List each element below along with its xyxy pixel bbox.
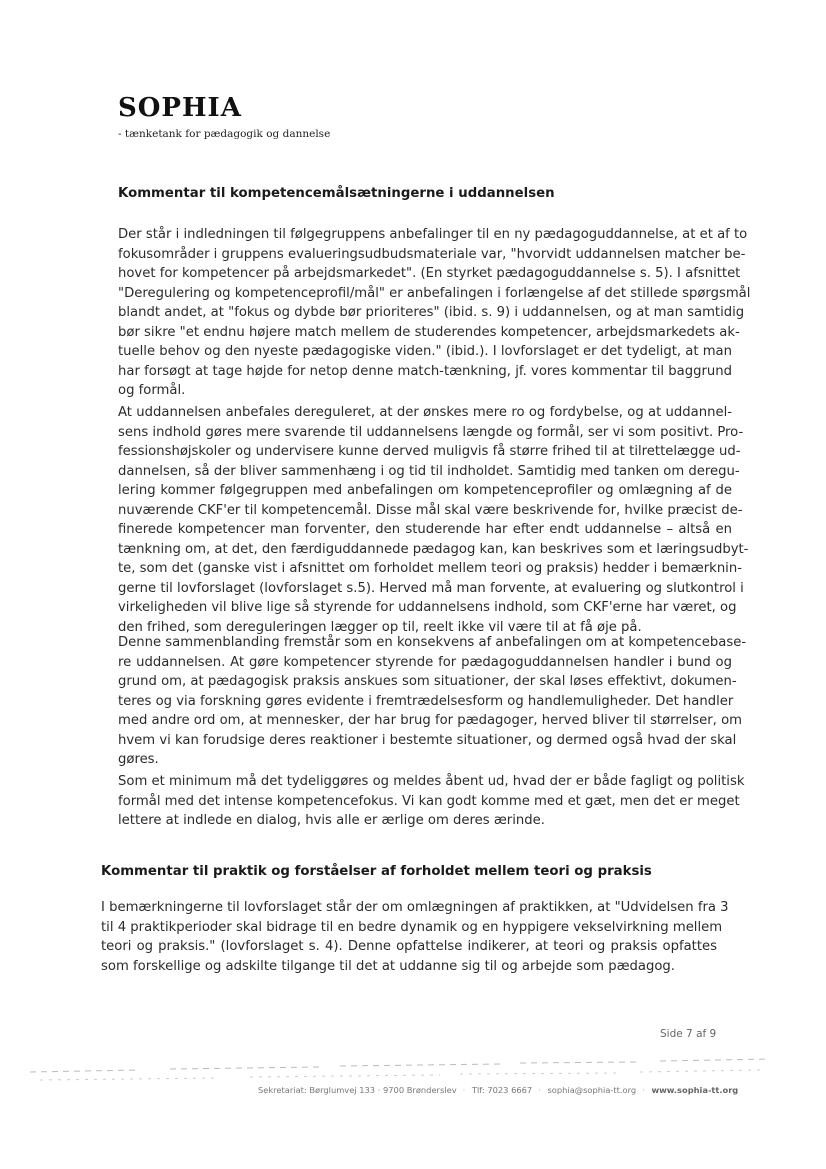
text-line: tænkning om, at det, den færdiguddannede pædagog kan, kan beskrives som et læringsudbyt- bbox=[118, 541, 749, 557]
text-line: Denne sammenblanding fremstår som en konsekvens af anbefalingen om at kompetencebase- bbox=[118, 635, 747, 650]
footer: Sekretariat: Børglumvej 133 · 9700 Brønderslev · Tlf: 7023 6667 · sophia@sophia-tt.org · www.sophia-tt.org bbox=[258, 1085, 739, 1095]
text-line: gerne til lovforslaget (lovforslaget s.5). Herved må man forvente, at evaluering og slutkontrol i bbox=[118, 580, 744, 596]
text-line: gøres. bbox=[118, 752, 159, 767]
footer-email[interactable]: sophia@sophia-tt.org bbox=[547, 1085, 637, 1095]
text-line: re uddannelsen. At gøre kompetencer styrende for pædagoguddannelsen handler i bund og bbox=[118, 654, 732, 670]
text-line: blandt andet, at "fokus og dybde bør prioriteres" (ibid. s. 9) i uddannelsen, og at man samtidig bbox=[118, 305, 745, 320]
text-line: te, som det (ganske vist i afsnittet om forholdet mellem teori og praksis) hedder i bemærknin- bbox=[118, 561, 742, 576]
text-line: teres og via forskning gøres evidente i fremtrædelsesform og handlemuligheder. Det handler bbox=[118, 693, 734, 709]
paragraph bbox=[118, 633, 747, 770]
paragraph bbox=[101, 898, 729, 976]
text-line: At uddannelsen anbefales dereguleret, at der ønskes mere ro og fordybelse, og at uddannel- bbox=[118, 405, 732, 420]
text-line: teori og praksis." (lovforslaget s. 4). Denne opfattelse indikerer, at teori og praksis opfattes bbox=[101, 939, 717, 954]
text-line: til 4 praktikperioder skal bidrage til en bedre dynamik og en hyppigere vekselvirkning mellem bbox=[101, 919, 723, 935]
text-line: med andre ord om, at mennesker, der har brug for pædagoger, herved bliver til størrelser, om bbox=[118, 713, 742, 728]
page-number: Side 7 af 9 bbox=[660, 1028, 717, 1040]
text-line: "Deregulering og kompetenceprofil/mål" er anbefalingen i forlængelse af det stillede spørgsmål bbox=[118, 285, 751, 301]
text-line: hvem vi kan forudsige deres reaktioner i bestemte situationer, og dermed også hvad der skal bbox=[118, 732, 737, 748]
tagline: - tænketank for pædagogik og dannelse bbox=[118, 128, 331, 140]
text-line: dannelsen, så der bliver sammenhæng i og tid til indholdet. Samtidig med tanken om deregu- bbox=[118, 463, 740, 479]
footer-address: Sekretariat: Børglumvej 133 · 9700 Brønderslev bbox=[258, 1085, 457, 1095]
text-line: og formål. bbox=[118, 383, 186, 398]
paragraph bbox=[118, 772, 745, 831]
text-line: virkeligheden vil blive lige så styrende for uddannelsens indhold, som CKF'erne har været, og bbox=[118, 600, 737, 615]
text-line: finerede kompetencer man forventer, den studerende har efter endt uddannelse – altså en bbox=[118, 522, 732, 537]
footer-divider bbox=[20, 1050, 780, 1090]
text-line: formål med det intense kompetencefokus. Vi kan godt komme med et gæt, men det er meget bbox=[118, 793, 740, 809]
text-line: grund om, at pædagogisk praksis anskues som situationer, der skal løses effektivt, dokumen- bbox=[118, 674, 737, 689]
text-line: sens indhold gøres mere svarende til uddannelsens længde og formål, ser vi som positivt. Pro- bbox=[118, 424, 744, 440]
paragraph bbox=[118, 225, 751, 401]
text-line: lettere at indlede en dialog, hvis alle er ærlige om deres ærinde. bbox=[118, 813, 545, 828]
text-line: tuelle behov og den nyeste pædagogiske viden." (ibid.). I lovforslaget er det tydeligt, at man bbox=[118, 344, 732, 359]
text-line: lering kommer følgegruppen med anbefalingen om kompetenceprofiler og omlægning af de bbox=[118, 483, 732, 498]
text-line: Der står i indledningen til følgegruppens anbefalinger til en ny pædagoguddannelse, at et af to bbox=[118, 227, 748, 242]
text-line: fokusområder i gruppens evalueringsudbudsmateriale var, "hvorvidt uddannelsen matcher be- bbox=[118, 246, 746, 262]
text-line: som forskellige og adskilte tilgange til det at uddanne sig til og arbejde som pædagog. bbox=[101, 958, 675, 974]
logo: SOPHIA bbox=[118, 93, 242, 123]
text-line: fessionshøjskoler og undervisere kunne derved muligvis få større frihed til at tilrettelægge ud- bbox=[118, 444, 741, 459]
text-line: hovet for kompetencer på arbejdsmarkedet". (En styrket pædagoguddannelse s. 5). I afsnittet bbox=[118, 266, 741, 281]
text-line: den frihed, som dereguleringen lægger op til, reelt ikke vil være til at få øje på. bbox=[118, 619, 642, 635]
footer-phone: Tlf: 7023 6667 bbox=[471, 1085, 533, 1095]
text-line: Som et minimum må det tydeliggøres og meldes åbent ud, hvad der er både fagligt og politisk bbox=[118, 774, 745, 789]
text-line: bør sikre "et endnu højere match mellem de studerendes kompetencer, arbejdsmarkedets ak- bbox=[118, 324, 740, 340]
text-line: nuværende CKF'er til kompetencemål. Disse mål skal være beskrivende for, hvilke præcist de- bbox=[118, 502, 743, 518]
paragraph bbox=[118, 403, 749, 637]
text-line: har forsøgt at tage højde for netop denne match-tænkning, jf. vores kommentar til baggrund bbox=[118, 363, 732, 379]
section-heading-practice: Kommentar til praktik og forståelser af forholdet mellem teori og praksis bbox=[101, 864, 652, 879]
footer-website[interactable]: www.sophia-tt.org bbox=[651, 1085, 739, 1095]
text-line: I bemærkningerne til lovforslaget står der om omlægningen af praktikken, at "Udvidelsen fra 3 bbox=[101, 900, 729, 915]
section-heading-competence: Kommentar til kompetencemålsætningerne i uddannelsen bbox=[118, 186, 555, 201]
